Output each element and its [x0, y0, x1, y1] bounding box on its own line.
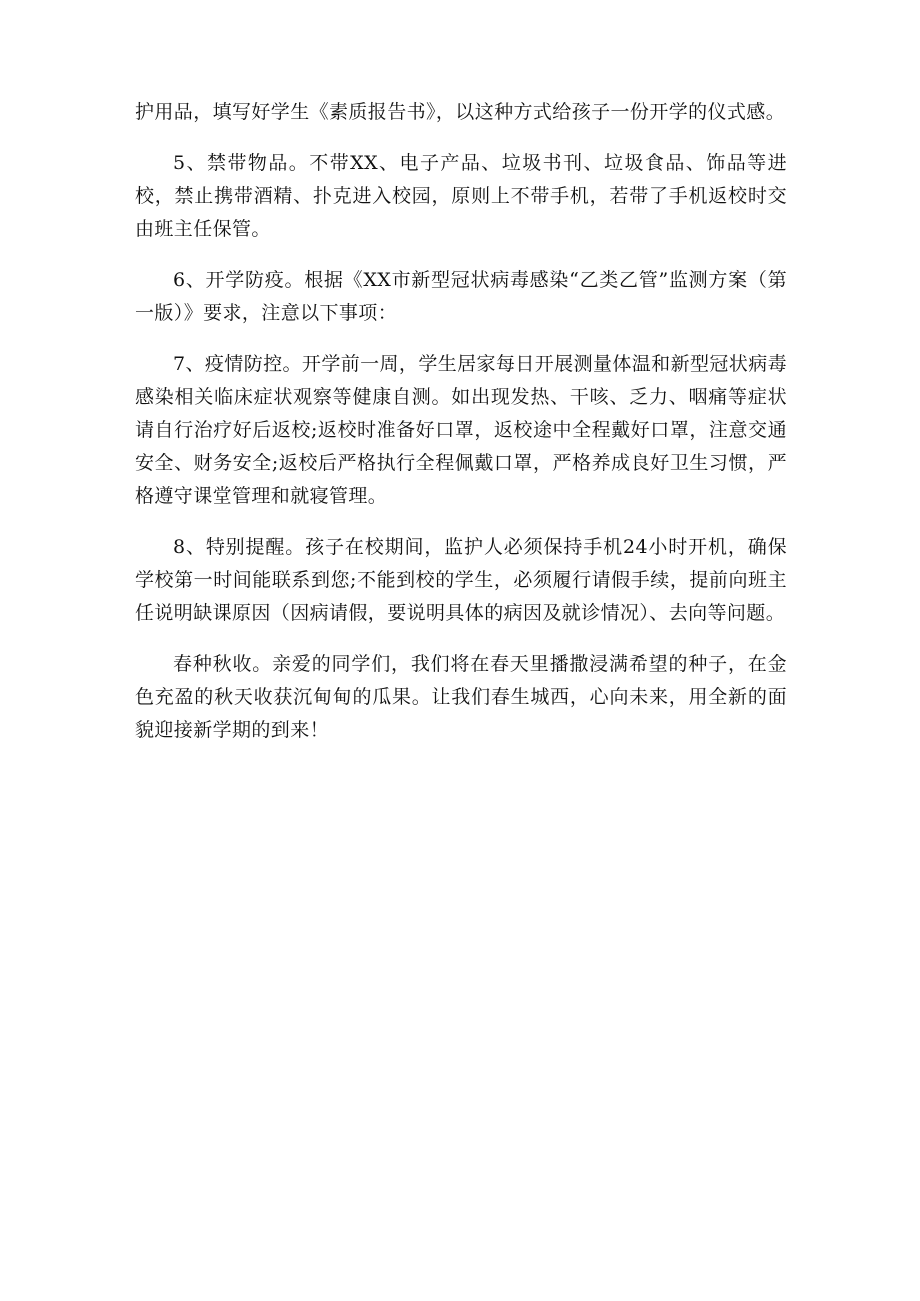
- paragraph-closing-message: 春种秋收。亲爱的同学们，我们将在春天里播撒浸满希望的种子，在金色充盈的秋天收获沉甸甸的瓜果。让我们春生城西，心向未来，用全新的面貌迎接新学期的到来！: [135, 653, 787, 741]
- paragraph-prohibited-items: 5、禁带物品。不带XX、电子产品、垃圾书刊、垃圾食品、饰品等进校，禁止携带酒精、扑克进入校园，原则上不带手机，若带了手机返校时交由班主任保管。: [135, 152, 787, 240]
- paragraph-epidemic-prevention: 6、开学防疫。根据《XX市新型冠状病毒感染“乙类乙管”监测方案（第一版）》要求，注意以下事项：: [135, 269, 787, 324]
- document-body: [135, 96, 787, 765]
- paragraph-special-reminder: 8、特别提醒。孩子在校期间，监护人必须保持手机24小时开机，确保学校第一时间能联系到您;不能到校的学生，必须履行请假手续，提前向班主任说明缺课原因（因病请假，要说明具体的病因及就诊情况）、去向等问题。: [135, 536, 787, 624]
- paragraph-continued-protective-items: 护用品，填写好学生《素质报告书》，以这种方式给孩子一份开学的仪式感。: [135, 101, 786, 123]
- paragraph-epidemic-control: 7、疫情防控。开学前一周，学生居家每日开展测量体温和新型冠状病毒感染相关临床症状观察等健康自测。如出现发热、干咳、乏力、咽痛等症状请自行治疗好后返校;返校时准备好口罩，返校途中全程戴好口罩，注意交通安全、财务安全;返校后严格执行全程佩戴口罩，严格养成良好卫生习惯，严格遵守课堂管理和就寝管理。: [135, 353, 787, 507]
